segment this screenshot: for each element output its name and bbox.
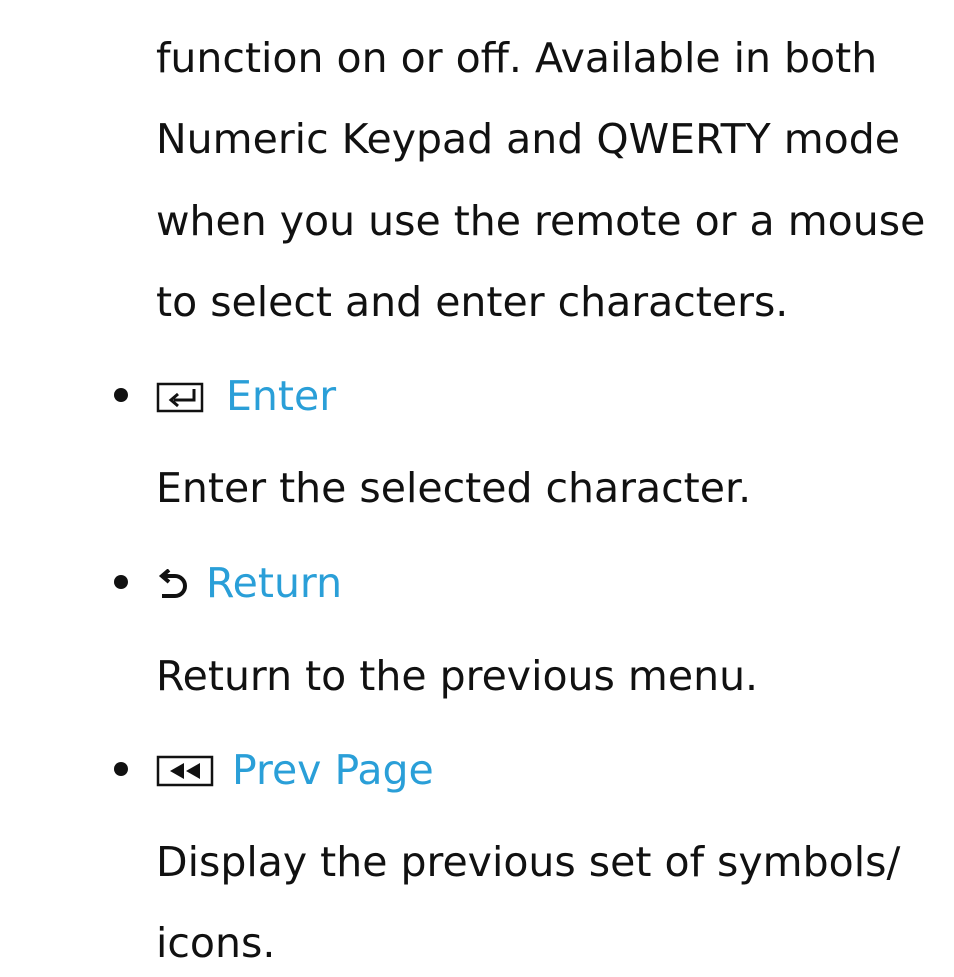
item-label-return: Return bbox=[206, 559, 343, 607]
item-description-return: Return to the previous menu. bbox=[156, 652, 759, 700]
rewind-icon bbox=[156, 754, 214, 788]
bullet-dot bbox=[114, 762, 128, 776]
enter-icon bbox=[156, 380, 208, 414]
intro-line-4: to select and enter characters. bbox=[156, 278, 789, 326]
list-item-return bbox=[0, 553, 954, 613]
return-icon bbox=[156, 569, 190, 601]
list-item-enter bbox=[0, 366, 954, 426]
item-description-prev-page-1: Display the previous set of symbols/ bbox=[156, 838, 901, 886]
bullet-dot bbox=[114, 388, 128, 402]
bullet-dot bbox=[114, 575, 128, 589]
item-description-enter: Enter the selected character. bbox=[156, 464, 752, 512]
item-label-prev-page: Prev Page bbox=[232, 746, 434, 794]
intro-line-3: when you use the remote or a mouse bbox=[156, 197, 926, 245]
intro-line-2: Numeric Keypad and QWERTY mode bbox=[156, 115, 900, 163]
item-description-prev-page-2: icons. bbox=[156, 919, 276, 967]
intro-line-1: function on or off. Available in both bbox=[156, 34, 878, 82]
list-item-prev-page bbox=[0, 740, 954, 800]
item-label-enter: Enter bbox=[226, 372, 337, 420]
